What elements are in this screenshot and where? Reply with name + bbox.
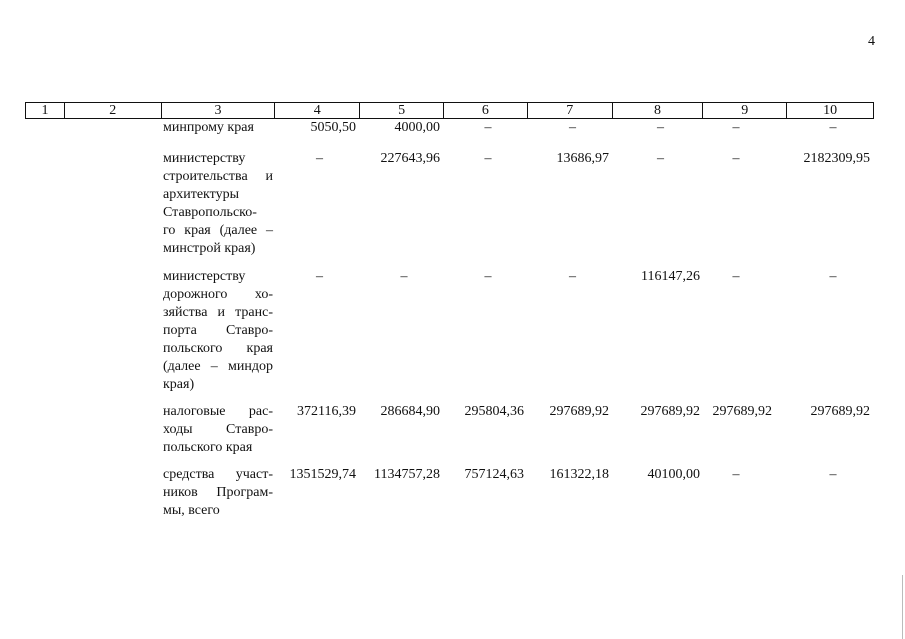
row-label <box>163 403 273 457</box>
cell-value-col-6: 295804,36 <box>464 404 524 419</box>
cell-value-col-6: – <box>484 120 492 135</box>
cell-value-col-4: 1351529,74 <box>289 467 356 482</box>
cell-value-col-10: – <box>829 120 837 135</box>
cell-value-col-7: 161322,18 <box>549 467 609 482</box>
cell-value-col-7: – <box>569 120 576 135</box>
cell-value-col-5: 227643,96 <box>380 151 440 166</box>
cell-value-col-8: 297689,92 <box>640 404 700 419</box>
row-label <box>163 268 273 394</box>
header-cell-6: 6 <box>444 103 528 118</box>
cell-value-col-9: – <box>732 151 740 166</box>
cell-value-col-4: – <box>316 151 323 166</box>
cell-value-col-5: 1134757,28 <box>374 467 440 482</box>
row-label-line: зяйства и транс- <box>163 305 273 320</box>
row-label-line: Ставропольско- <box>163 205 257 220</box>
row-label-line: го края (далее – <box>163 223 273 238</box>
header-cell-7: 7 <box>528 103 613 118</box>
cell-value-col-5: 286684,90 <box>380 404 440 419</box>
row-label-line: минстрой края) <box>163 241 256 256</box>
page-number: 4 <box>868 34 875 49</box>
row-label-line: мы, всего <box>163 503 220 518</box>
cell-value-col-10: – <box>829 467 837 482</box>
row-label-line: налоговые рас- <box>163 404 273 419</box>
header-cell-2: 2 <box>65 103 162 118</box>
cell-value-col-4: 372116,39 <box>297 404 356 419</box>
cell-value-col-5: 4000,00 <box>394 120 440 135</box>
cell-value-col-8: 116147,26 <box>641 269 700 284</box>
row-label-line: минпрому края <box>163 120 254 135</box>
cell-value-col-7: 13686,97 <box>556 151 609 166</box>
header-cell-5: 5 <box>360 103 444 118</box>
cell-value-col-10: 2182309,95 <box>803 151 870 166</box>
row-label-line: средства участ- <box>163 467 273 482</box>
row-label-line: архитектуры <box>163 187 239 202</box>
cell-value-col-6: 757124,63 <box>464 467 524 482</box>
cell-value-col-8: – <box>657 120 664 135</box>
row-label <box>163 150 273 258</box>
cell-value-col-7: 297689,92 <box>549 404 609 419</box>
cell-value-col-9: – <box>732 269 740 284</box>
row-label-line: строительства и <box>163 169 273 184</box>
row-label <box>163 119 273 137</box>
table-header-row <box>25 102 874 119</box>
header-cell-1: 1 <box>26 103 65 118</box>
cell-value-col-9: – <box>732 467 740 482</box>
header-cell-4: 4 <box>275 103 360 118</box>
cell-value-col-6: – <box>484 269 492 284</box>
cell-value-col-9: 297689,92 <box>712 404 772 419</box>
cell-value-col-7: – <box>569 269 576 284</box>
header-cell-8: 8 <box>613 103 704 118</box>
row-label-line: (далее – миндор <box>163 359 273 374</box>
cell-value-col-10: – <box>829 269 837 284</box>
header-cell-9: 9 <box>703 103 787 118</box>
cell-value-col-5: – <box>400 269 408 284</box>
header-cell-10: 10 <box>823 103 838 118</box>
row-label-line: польского края <box>163 341 273 356</box>
cell-value-col-4: 5050,50 <box>310 120 356 135</box>
row-label-line: польского края <box>163 440 253 455</box>
row-label <box>163 466 273 520</box>
scan-edge-line <box>902 575 903 639</box>
cell-value-col-8: – <box>657 151 664 166</box>
cell-value-col-4: – <box>316 269 323 284</box>
cell-value-col-6: – <box>484 151 492 166</box>
row-label-line: министерству <box>163 151 246 166</box>
cell-value-col-9: – <box>732 120 740 135</box>
row-label-line: края) <box>163 377 195 392</box>
row-label-line: порта Ставро- <box>163 323 273 338</box>
cell-value-col-10: 297689,92 <box>810 404 870 419</box>
cell-value-col-8: 40100,00 <box>647 467 700 482</box>
row-label-line: дорожного хо- <box>163 287 273 302</box>
row-label-line: ников Програм- <box>163 485 273 500</box>
row-label-line: ходы Ставро- <box>163 422 273 437</box>
row-label-line: министерству <box>163 269 246 284</box>
header-cell-3: 3 <box>162 103 276 118</box>
